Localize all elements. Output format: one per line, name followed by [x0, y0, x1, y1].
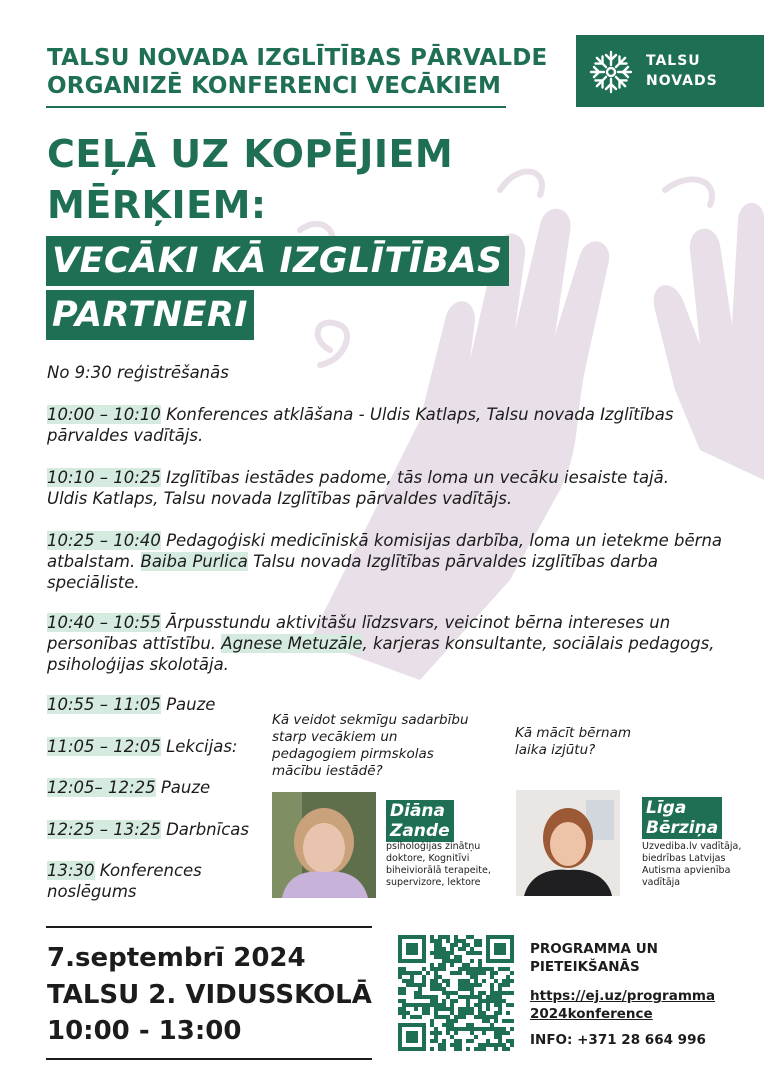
schedule-label: Pauze: [155, 778, 211, 797]
logo-text-line-2: NOVADS: [646, 73, 718, 89]
footer-divider-top: [46, 926, 372, 928]
program-time: 10:00 – 10:10: [47, 405, 161, 424]
speaker-name: [642, 797, 722, 839]
organizer-line-1: TALSU NOVADA IZGLĪTĪBAS PĀRVALDE: [47, 45, 548, 71]
schedule-label-cont: noslēgums: [47, 882, 137, 901]
program-item: [47, 612, 727, 675]
program-time: 10:25 – 10:40: [47, 531, 161, 550]
event-date: 7.septembrī 2024: [47, 943, 306, 973]
program-description: Ārpusstundu aktivitāšu līdzsvars, veicinot bērna intereses un personības attīstību.: [47, 613, 671, 653]
lecture-question: Kā mācīt bērnam laika izjūtu?: [515, 725, 632, 758]
registration-text: No 9:30 reģistrēšanās: [47, 363, 229, 382]
schedule-item: [47, 819, 249, 840]
program-link-line-1[interactable]: https://ej.uz/programma: [530, 988, 716, 1004]
schedule-label: Lekcijas:: [160, 737, 238, 756]
speaker-last-name: Zande: [390, 821, 450, 841]
schedule-time: 13:30: [47, 861, 95, 880]
lecture-question: Kā veidot sekmīgu sadarbību starp vecākiem un pedagogiem pirmskolas mācību iestādē?: [272, 712, 469, 779]
program-speaker: Agnese Metuzāle: [221, 634, 363, 653]
snowflake-icon: [588, 49, 634, 95]
program-speaker-info: Talsu novada Izglītības pārvaldes izglītības darba speciāliste.: [47, 552, 658, 592]
event-place: TALSU 2. VIDUSSKOLĀ: [47, 980, 372, 1010]
title-line-1: CEĻĀ UZ KOPĒJIEM: [47, 132, 454, 176]
program-item: [47, 530, 727, 593]
info-phone: INFO: +371 28 664 996: [530, 1032, 706, 1048]
header-divider: [46, 106, 506, 108]
schedule-item: [47, 694, 215, 715]
schedule-label: Darbnīcas: [160, 820, 249, 839]
speaker-description: Uzvediba.lv vadītāja, biedrības Latvijas Autisma apvienība vadītāja: [642, 841, 742, 888]
title-line-2: MĒRĶIEM:: [47, 183, 267, 227]
schedule-time: 11:05 – 12:05: [47, 737, 161, 756]
schedule-label: Pauze: [160, 695, 216, 714]
organizer-line-2: ORGANIZĒ KONFERENCI VECĀKIEM: [47, 73, 502, 99]
program-description: Pedagoģiski medicīniskā komisijas darbība, loma un ietekme bērna atbalstam.: [47, 531, 723, 571]
speaker-first-name: Diāna: [390, 801, 445, 821]
title-highlight-line-2: PARTNERI: [46, 290, 254, 340]
program-time: 10:40 – 10:55: [47, 613, 161, 632]
program-item: [47, 404, 727, 446]
talsu-novads-logo: [576, 35, 764, 107]
speaker-last-name: Bērziņa: [646, 818, 719, 838]
program-speaker-info: , karjeras konsultante, sociālais pedagogs, psiholoģijas skolotāja.: [47, 634, 715, 674]
schedule-item: [47, 736, 238, 757]
schedule-time: 10:55 – 11:05: [47, 695, 161, 714]
program-signup-label-2: PIETEIKŠANĀS: [530, 959, 640, 975]
schedule-time: 12:25 – 13:25: [47, 820, 161, 839]
title-highlight-line-1: VECĀKI KĀ IZGLĪTĪBAS: [46, 236, 509, 286]
speaker-first-name: Līga: [646, 798, 687, 818]
schedule-label: Konferences: [94, 861, 202, 880]
program-description: Konferences atklāšana - Uldis Katlaps, Talsu novada Izglītības pārvaldes vadītājs.: [47, 405, 674, 445]
program-signup-label-1: PROGRAMMA UN: [530, 941, 658, 957]
footer-divider-bottom: [46, 1058, 372, 1060]
program-link-line-2[interactable]: 2024konference: [530, 1006, 653, 1022]
speaker-description: psiholoģijas zinātņu doktore, Kognitīvi biheiviorālā terapeite, supervizore, lektore: [386, 841, 491, 888]
program-description: Izglītības iestādes padome, tās loma un vecāku iesaiste tajā.: [160, 468, 670, 487]
program-speaker-info: Uldis Katlaps, Talsu novada Izglītības pārvaldes vadītājs.: [47, 489, 513, 508]
speaker-photo: [516, 790, 620, 896]
schedule-time: 12:05– 12:25: [47, 778, 156, 797]
program-speaker: Baiba Purlica: [140, 552, 248, 571]
speaker-name: [386, 800, 454, 842]
hands-illustration: [270, 120, 764, 680]
program-time: 10:10 – 10:25: [47, 468, 161, 487]
speaker-portrait-icon: [272, 792, 376, 898]
event-time: 10:00 - 13:00: [47, 1016, 242, 1046]
qr-code[interactable]: [398, 935, 514, 1051]
speaker-portrait-icon: [516, 790, 620, 896]
program-item: [47, 467, 727, 509]
speaker-photo: [272, 792, 376, 898]
schedule-item: [47, 777, 210, 798]
logo-text-line-1: TALSU: [646, 53, 701, 69]
schedule-item: [47, 860, 202, 902]
